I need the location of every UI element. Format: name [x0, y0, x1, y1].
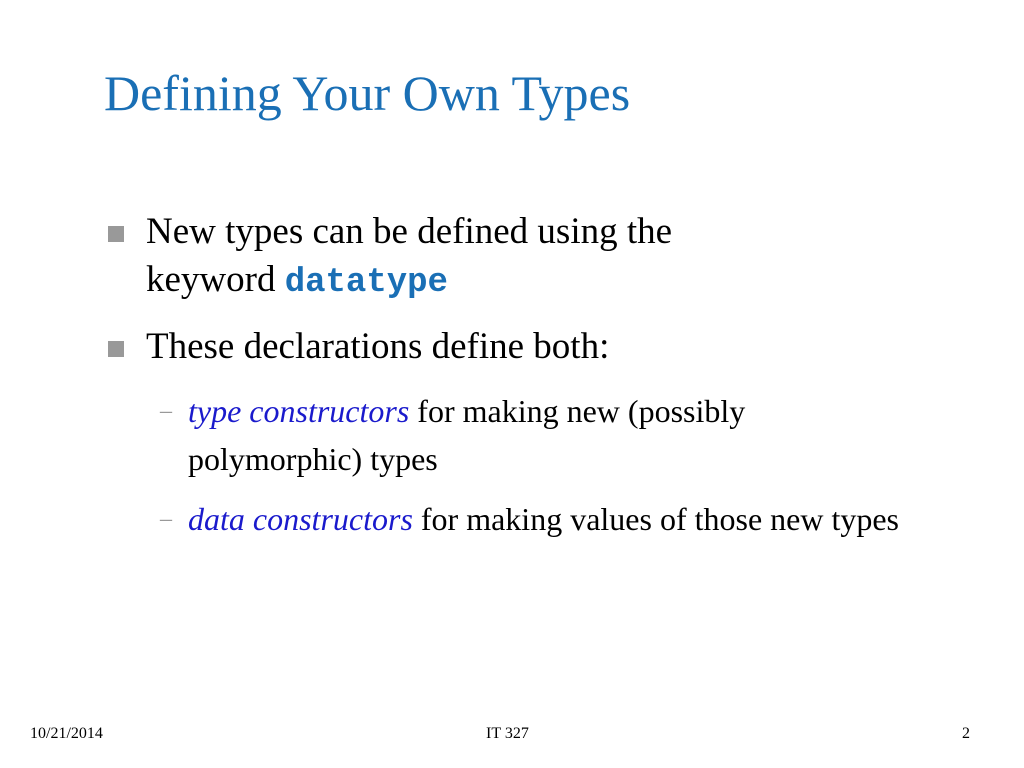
square-bullet-icon: [108, 341, 124, 357]
footer-page-number: 2: [962, 725, 970, 742]
term-data-constructors: data constructors: [188, 501, 413, 537]
bullet-item-declarations: [104, 323, 924, 371]
keyword-datatype: datatype: [284, 264, 448, 302]
term-type-constructors: type constructors: [188, 393, 410, 429]
sub-bullet-text: for making new (possibly polymorphic) types: [188, 393, 746, 477]
footer-course: IT 327: [486, 725, 529, 742]
bullet-text: These declarations define both:: [146, 326, 610, 367]
slide-content: [104, 208, 924, 555]
square-bullet-icon: [108, 226, 124, 242]
bullet-text-line2-prefix: keyword: [146, 259, 285, 300]
dash-bullet-icon: –: [160, 506, 172, 532]
bullet-text-line1: New types can be defined using the: [146, 211, 673, 252]
sub-bullet-data-constructors: [104, 495, 924, 543]
sub-bullet-type-constructors: [104, 387, 924, 483]
bullet-item-new-types: [104, 208, 924, 307]
footer-date: 10/21/2014: [30, 725, 103, 742]
sub-bullet-text: for making values of those new types: [412, 501, 899, 537]
dash-bullet-icon: –: [160, 398, 172, 424]
slide-title: Defining Your Own Types: [104, 65, 631, 121]
